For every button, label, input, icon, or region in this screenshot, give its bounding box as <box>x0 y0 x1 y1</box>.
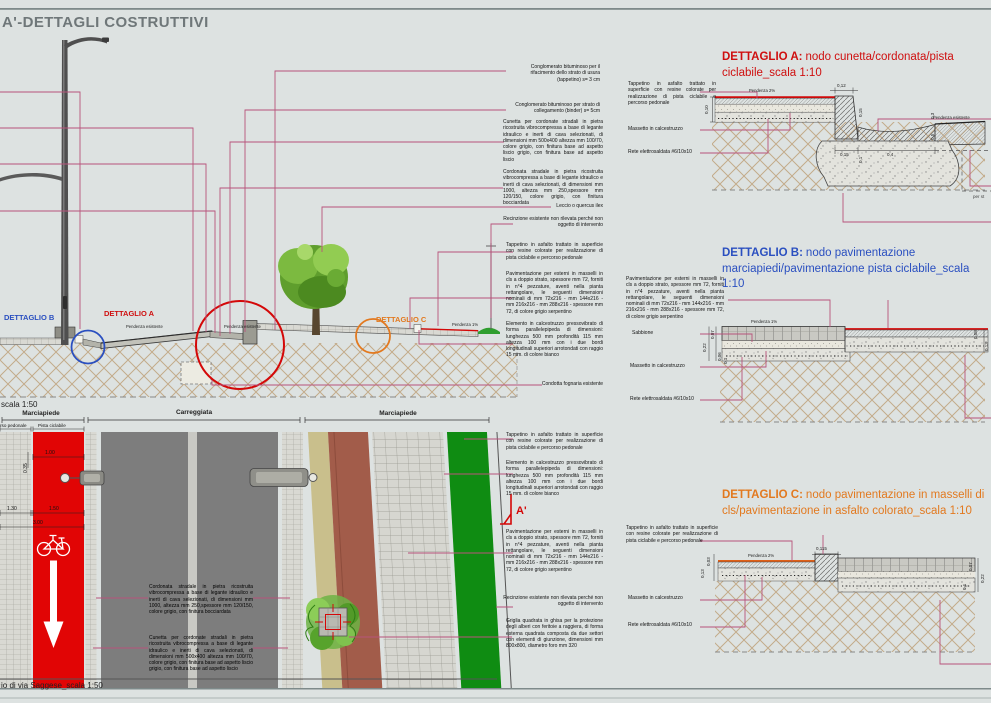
road-annotation-cordonata: Cordonata stradale in pietra ricostruita vibrocompressa a base di legante idraulico e inerti di cava selezionati, di dimensioni mm 1000, altezza mm 250,spessore mm 120/150, colore grigio, con finitura bocciardata <box>149 584 253 616</box>
annotation-cunetta: Cunetta per cordonate stradali in pietra ricostruita vibrocompressa a base di legante idraulico e inerti di cava selezionati, di dimensioni mm 500x400 altezza mm 100/70, colore grigio, con finitura base ad aspetto liscio grigio, con finitura base ad aspetto liscio <box>503 119 603 163</box>
plan-dim-130: 1.30 <box>7 506 17 512</box>
annotation-conglomerato-usura: Conglomerato bituminoso per il rifacimento dello strato di usura (tappetino) s= 3 cm <box>530 64 600 83</box>
detail-a-dim-05: 0,5 <box>930 133 935 140</box>
detail-a-pendenza2: Pendenza 2% <box>749 88 776 93</box>
detail-a-dim-015v: 0,15 <box>858 108 863 117</box>
plan-scale-label: io di via Saggese_scala 1:50 <box>1 681 103 690</box>
plan-dim-150: 1.50 <box>49 506 59 512</box>
annotation-recinzione-sezione: Recinzione esistente non rilevata perché non oggetto di intervento <box>503 216 603 229</box>
detail-c-drawing <box>714 552 978 653</box>
detail-b-title <box>722 246 990 293</box>
annotation-griglia: Griglia quadrata in ghisa per la protezione degli alberi con feritoie a raggiera, di forma esterna quadrata composta da due settori con elementi di giunzione, dimensioni mm 800x800, diametro foro mm 320 <box>506 618 603 650</box>
detail-a-label-tappetino: Tappetino in asfalto trattato in superficie con resine colorate per realizzazione di pista ciclabile e percorso pedonale <box>628 81 716 106</box>
marker-label-dettaglio-b: DETTAGLIO B <box>4 313 55 322</box>
detail-a-cut-text: per st <box>973 194 985 199</box>
detail-b-dim-022: 0,22 <box>702 343 707 352</box>
detail-a-label-massetto: Massetto in calcestruzzo <box>628 126 683 132</box>
detail-c-label-rete: Rete elettrosaldata #6/10x10 <box>628 622 692 628</box>
section-tree <box>278 244 349 335</box>
plan-tree-grate <box>306 595 360 650</box>
marker-label-dettaglio-c: DETTAGLIO C <box>376 315 427 324</box>
detail-a-title-label: DETTAGLIO A: <box>722 51 803 63</box>
annotation-tappetino-pianta: Tappetino in asfalto trattato in superficie con resine colorate per realizzazione di pista ciclabile e percorso pedonale <box>506 432 603 451</box>
annotation-condotta: Condotta fognaria esistente <box>541 381 603 387</box>
detail-a-label-rete: Rete elettrosaldata #6/10x10 <box>628 149 692 155</box>
marker-label-dettaglio-a: DETTAGLIO A <box>104 309 154 318</box>
detail-a-dim-010: 0,10 <box>704 105 709 114</box>
detail-b-dim-007: 0,07 <box>710 330 715 339</box>
detail-a-title <box>722 50 990 81</box>
annotation-recinzione-pianta: Recinzione esistente non rilevata perché non oggetto di intervento <box>503 595 603 608</box>
detail-b-label-sabbione: Sabbione <box>632 330 654 336</box>
plan-dim-035: 0.35 <box>23 463 29 473</box>
detail-a-drawing <box>710 88 991 192</box>
detail-c-label-massetto: Massetto in calcestruzzo <box>628 595 683 601</box>
header-carreggiata: Carreggiata <box>175 409 213 416</box>
detail-a-pendenza-esistente: Pendenza esistente <box>933 115 970 120</box>
detail-b-title-text: nodo pavimentazione marciapiedi/pavimentazione pista ciclabile_scala 1:10 <box>722 247 970 290</box>
detail-a-dim-04: 0,4 <box>887 151 894 157</box>
detail-c-dim-0115: 0,115 <box>816 545 827 551</box>
section-scale-label: scala 1:50 <box>1 400 38 409</box>
pendenza-esistente-label-1: Pendenza esistente <box>126 324 163 329</box>
annotation-conglomerato-binder: Conglomerato bituminoso per strato di collegamento (binder) s= 5cm <box>515 102 600 115</box>
plan-dim-100: 1.00 <box>45 450 55 456</box>
detail-c-label-tappetino: Tappetino in asfalto trattato in superficie con resine colorate per realizzazione di pista ciclabile e percorso pedonale <box>626 525 718 544</box>
detail-b-label-massetto: Massetto in calcestruzzo <box>630 363 685 369</box>
detail-c-title-text: nodo pavimentazione in masselli di cls/pavimentazione in asfalto colorato_scala 1:10 <box>722 489 985 517</box>
detail-c-dim-022: 0,22 <box>980 574 985 583</box>
detail-c-pendenza2: Pendenza 2% <box>748 553 775 558</box>
detail-b-dim-006: 0,06 <box>717 352 722 361</box>
plan-dim-300: 3.00 <box>33 520 43 526</box>
header-marciapiede-dx: Marciapiede <box>379 410 417 417</box>
detail-a-dim-03: 0,3 <box>930 112 935 119</box>
detail-b-pendenza1: Pendenza 1% <box>751 319 778 324</box>
detail-a-title-text: nodo cunetta/cordonata/pista ciclabile_scala 1:10 <box>722 51 954 79</box>
detail-c-dim-003: 0,03 <box>706 557 711 566</box>
page-title: A'-DETTAGLI COSTRUTTIVI <box>2 14 209 31</box>
plan-drawing <box>0 417 511 688</box>
annotation-tappetino-sezione: Tappetino in asfalto trattato in superficie con resine colorate per realizzazione di pista ciclabile e percorso pedonale <box>506 242 603 261</box>
annotation-elemento-pianta: Elemento in calcestruzzo pressovibrato di forma parallelepipeda di dimensioni: lunghezza 500 mm profondità 115 mm altezza 100 mm con i due bordi longitudinali superiori arrotondati con raggio 15 mm. di colore bianco <box>506 460 604 498</box>
detail-c-title <box>722 488 990 519</box>
lane-label-percorso-pedonale: rso pedonale <box>0 422 27 428</box>
detail-c-dim-013: 0,13 <box>700 569 705 578</box>
road-annotation-cunetta: Cunetta per cordonate stradali in pietra ricostruita vibrocompressa a base di legante idraulico e inerti di cava selezionati, di dimensioni mm 500x400 altezza mm 100/70, colore grigio, con finitura base ad aspetto liscio grigio, con finitura base ad aspetto liscio <box>149 635 253 673</box>
detail-a-dim-012: 0,12 <box>837 82 846 88</box>
detail-b-dim-013: 0,13 <box>984 342 989 351</box>
detail-b-label-rete: Rete elettrosaldata #6/10x10 <box>630 396 694 402</box>
detail-b-dim-008: 0,08 <box>973 330 978 339</box>
streetlight-pole <box>0 37 109 345</box>
annotation-leccio: Leccio o quercus ilex <box>556 203 603 209</box>
detail-a-dim-01: 0,1 <box>858 156 863 163</box>
detail-c-title-label: DETTAGLIO C: <box>722 489 803 501</box>
annotation-pavimentazione-pianta: Pavimentazione per esterni in masselli in cls a doppio strato, spessore mm 72, forniti in n°4 pezzature, aventi nella pianta rettangolare, le seguenti dimensioni nominali di mm 72x216 - mm 144x216 - mm 216x216 - mm 288x216 - spessore mm 72, di colore grigio serpentino <box>506 529 603 573</box>
annotation-elemento-sezione: Elemento in calcestruzzo pressovibrato di forma parallelepipeda di dimensioni: lunghezza 500 mm profondità 115 mm altezza 100 mm con i due bordi longitudinali superiori arrotondati con raggio 15 mm. di colore bianco <box>506 321 604 359</box>
lane-label-pista-ciclabile: Pista ciclabile <box>38 422 66 428</box>
detail-c-dim-01: 0,1 <box>962 583 967 590</box>
detail-b-title-label: DETTAGLIO B: <box>722 247 803 259</box>
detail-b-drawing <box>709 327 988 423</box>
detail-c-dim-007: 0,07 <box>968 562 973 571</box>
detail-b-label-pavimentazione: Pavimentazione per esterni in masselli in cls a doppio strato, spessore mm 72, forniti in n°4 pezzature, aventi nella pianta rettangolare, le seguenti dimensioni nominali di mm 72x216 - mm 144x216 - mm 216x216 - mm 288x216 - spessore mm 72, di colore grigio serpentino <box>626 276 724 320</box>
section-drawing <box>0 243 517 397</box>
detail-b-dim-01: 0,1 <box>723 357 728 364</box>
pendenza-esistente-label-2: Pendenza esistente <box>224 324 261 329</box>
pendenza-1-label-sezione: Pendenza 1% <box>452 321 479 327</box>
annotation-pavimentazione-sezione: Pavimentazione per esterni in masselli in cls a doppio strato, spessore mm 72, forniti in n°4 pezzature, aventi nella pianta rettangolare, le seguenti dimensioni nominali di mm 72x216 - mm 144x216 - mm 216x216 - mm 288x216 - spessore mm 72, di colore grigio serpentino <box>506 271 603 315</box>
header-marciapiede-sx: Marciapiede <box>22 410 60 417</box>
section-cut-label: A' <box>516 505 527 517</box>
annotation-cordonata: Cordonata stradale in pietra ricostruita vibrocompressa a base di legante idraulico e inerti di cava selezionati, di dimensioni mm 1000, altezza mm 250,spessore mm 120/150, colore grigio, con finitura bocciardata <box>503 169 603 207</box>
detail-a-dim-015w: 0,15 <box>840 151 849 157</box>
